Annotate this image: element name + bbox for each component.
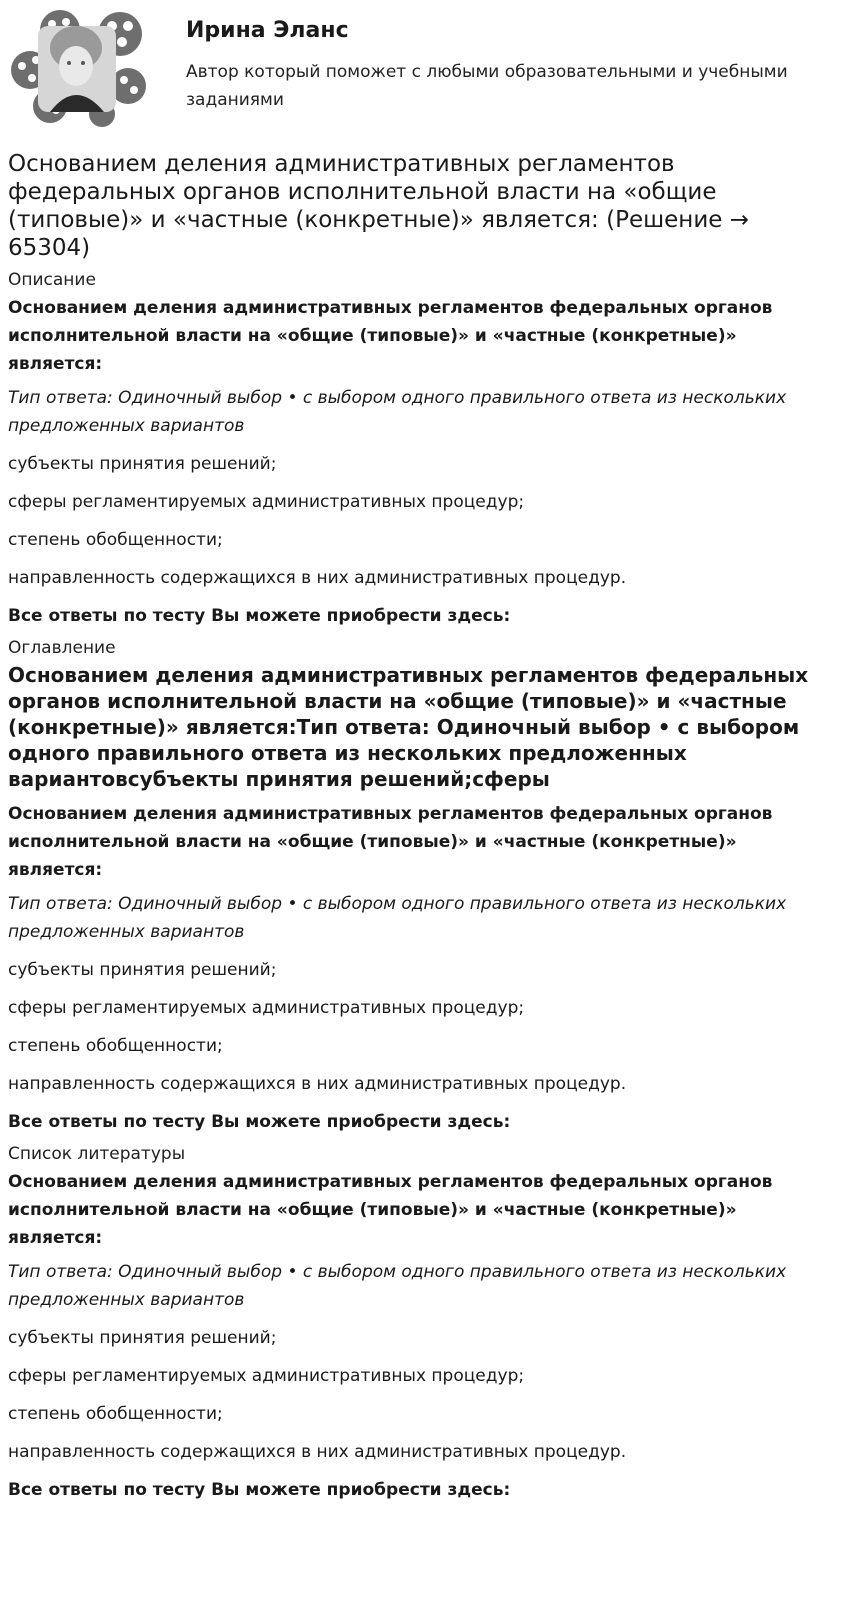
answer-option: направленность содержащихся в них административных процедур.: [8, 568, 627, 588]
answer-option: субъекты принятия решений;: [8, 960, 277, 980]
answer-option: сферы регламентируемых административных процедур;: [8, 998, 525, 1018]
page-title: Основанием деления административных регламентов федеральных органов исполнительной власти на «общие (типовые)» и «частные (конкретные)» является: (Решение → 65304): [8, 151, 750, 261]
author-name[interactable]: Ирина Эланс: [186, 18, 349, 43]
author-card: [8, 8, 838, 128]
purchase-answers-text: Все ответы по тесту Вы можете приобрести здесь:: [8, 1112, 511, 1132]
answer-option: направленность содержащихся в них административных процедур.: [8, 1074, 627, 1094]
answer-option: степень обобщенности;: [8, 1036, 223, 1056]
main-content: [8, 150, 834, 1510]
answer-option: сферы регламентируемых административных процедур;: [8, 492, 525, 512]
answer-type: Тип ответа: Одиночный выбор • с выбором одного правильного ответа из нескольких предложенных вариантов: [8, 388, 787, 436]
toc-heading: Основанием деления административных регламентов федеральных органов исполнительной власти на «общие (типовые)» и «частные (конкретные)» является:Тип ответа: Одиночный выбор • с выбором одного правильного ответа из нескольких предложенных вариантовсубъекты принятия решений;сферы: [8, 663, 809, 791]
section-label-literature: Список литературы: [8, 1144, 186, 1164]
answer-option: степень обобщенности;: [8, 530, 223, 550]
author-bio: Автор который поможет с любыми образовательными и учебными заданиями: [186, 62, 788, 110]
section-label-toc: Оглавление: [8, 638, 116, 658]
author-avatar[interactable]: [8, 8, 148, 128]
purchase-answers-text: Все ответы по тесту Вы можете приобрести здесь:: [8, 1480, 511, 1500]
answer-option: степень обобщенности;: [8, 1404, 223, 1424]
answer-type: Тип ответа: Одиночный выбор • с выбором одного правильного ответа из нескольких предложенных вариантов: [8, 894, 787, 942]
answer-option: направленность содержащихся в них административных процедур.: [8, 1442, 627, 1462]
answer-option: сферы регламентируемых административных процедур;: [8, 1366, 525, 1386]
question-text: Основанием деления административных регламентов федеральных органов исполнительной власти на «общие (типовые)» и «частные (конкретные)» является:: [8, 298, 773, 374]
section-label-description: Описание: [8, 270, 96, 290]
question-text: Основанием деления административных регламентов федеральных органов исполнительной власти на «общие (типовые)» и «частные (конкретные)» является:: [8, 804, 773, 880]
purchase-answers-text: Все ответы по тесту Вы можете приобрести здесь:: [8, 606, 511, 626]
answer-option: субъекты принятия решений;: [8, 454, 277, 474]
answer-option: субъекты принятия решений;: [8, 1328, 277, 1348]
question-text: Основанием деления административных регламентов федеральных органов исполнительной власти на «общие (типовые)» и «частные (конкретные)» является:: [8, 1172, 773, 1248]
answer-type: Тип ответа: Одиночный выбор • с выбором одного правильного ответа из нескольких предложенных вариантов: [8, 1262, 787, 1310]
